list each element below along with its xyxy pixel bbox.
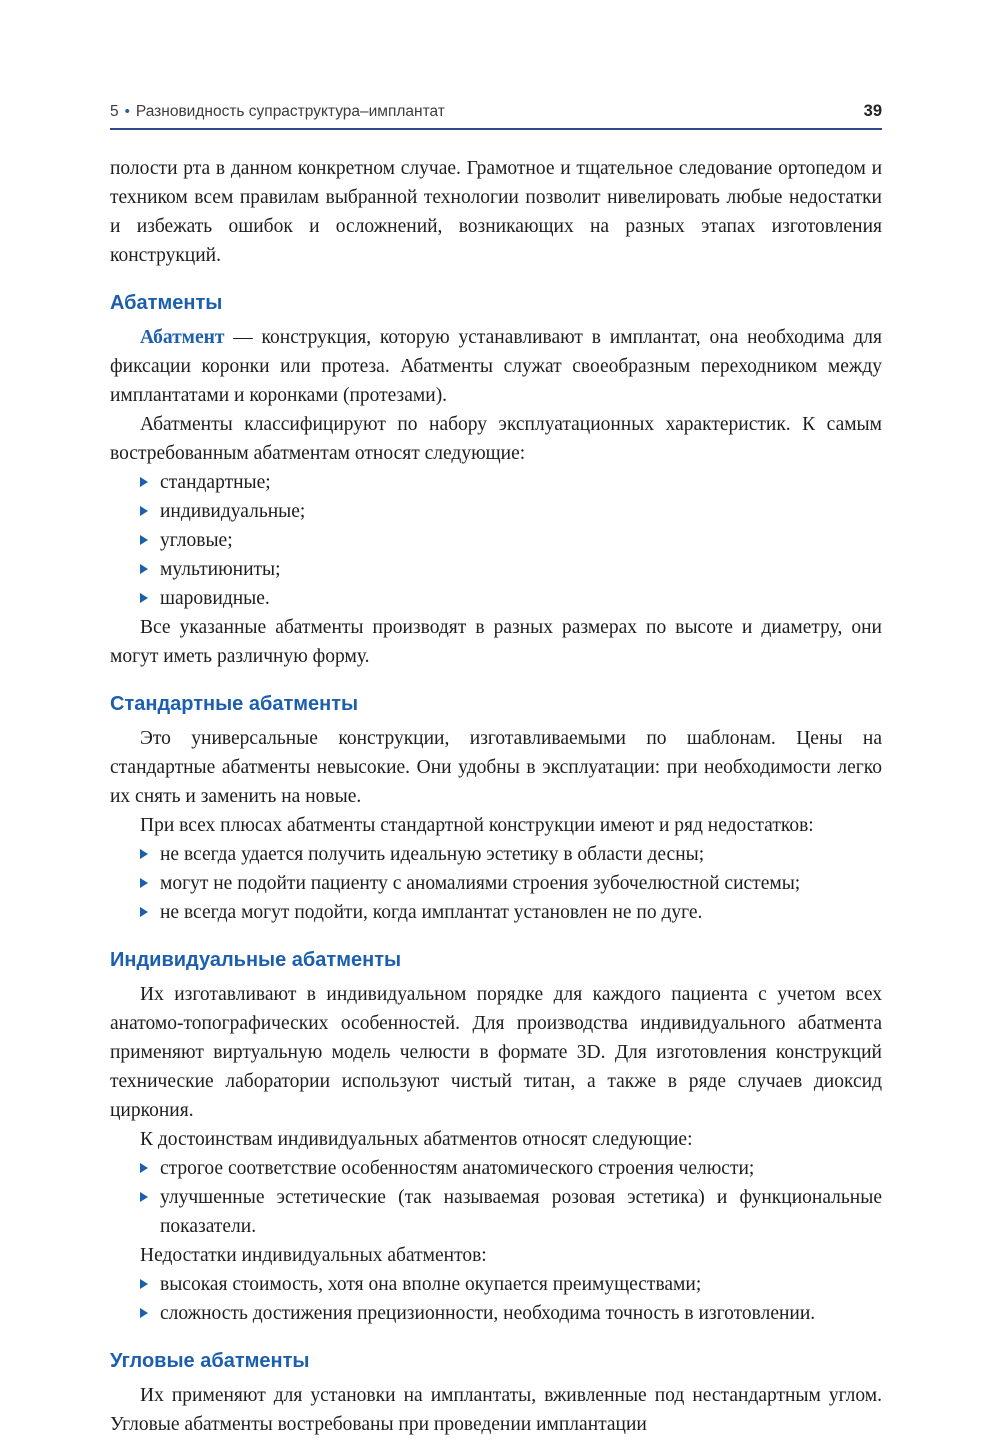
page-header — [110, 102, 882, 128]
paragraph: Их изготавливают в индивидуальном порядке для каждого пациента с учетом всех анатомо-топографических особенностей. Для производства индивидуального абатмента применяют виртуальную модель челюсти в формате 3D. Для изготовления конструкций технические лаборатории используют чистый титан, а также в ряде случаев диоксид циркония. — [110, 984, 882, 1121]
list-item — [140, 468, 882, 497]
bullet-arrow-icon — [140, 506, 148, 516]
paragraph: Абатменты классифицируют по набору эксплуатационных характеристик. К самым востребованным абатментам относят следующие: — [110, 414, 882, 464]
paragraph-intro: полости рта в данном конкретном случае. Грамотное и тщательное следование ортопедом и техником всем правилам выбранной технологии позволит нивелировать любые недостатки и избежать ошибок и осложнений, возникающих на разных этапах изготовления конструкций. — [110, 158, 882, 266]
paragraph: К достоинствам индивидуальных абатментов относят следующие: — [140, 1129, 693, 1150]
section-heading-angled-abutments: Угловые абатменты — [110, 1350, 310, 1372]
list-item — [140, 1154, 882, 1183]
list-item — [140, 584, 882, 613]
section-heading-standard-abutments: Стандартные абатменты — [110, 693, 359, 715]
bullet-arrow-icon — [140, 1192, 148, 1202]
list-item-text: стандартные; — [160, 472, 271, 493]
term-abutment: Абатмент — [140, 327, 225, 348]
list-item — [140, 555, 882, 584]
header-dot-icon: • — [124, 103, 130, 120]
bullet-arrow-icon — [140, 564, 148, 574]
list-item-text: улучшенные эстетические (так называемая розовая эстетика) и функциональные показатели. — [160, 1187, 882, 1237]
list-item-text: индивидуальные; — [160, 501, 306, 522]
list-item-text: сложность достижения прецизионности, необходима точность в изготовлении. — [160, 1303, 816, 1324]
list-item — [140, 526, 882, 555]
list-item-text: не всегда могут подойти, когда имплантат установлен не по дуге. — [160, 902, 703, 923]
bullet-arrow-icon — [140, 1308, 148, 1318]
paragraph: Все указанные абатменты производят в разных размерах по высоте и диаметру, они могут иметь различную форму. — [110, 617, 882, 667]
bullet-list-individual-pros — [140, 1154, 882, 1241]
running-title-text: Разновидность супраструктура–имплантат — [135, 103, 445, 120]
list-item — [140, 497, 882, 526]
list-item-text: высокая стоимость, хотя она вполне окупается преимуществами; — [160, 1274, 702, 1295]
list-item-text: могут не подойти пациенту с аномалиями строения зубочелюстной системы; — [160, 873, 801, 894]
list-item — [140, 1270, 882, 1299]
bullet-arrow-icon — [140, 907, 148, 917]
page-body — [110, 154, 882, 1439]
bullet-arrow-icon — [140, 849, 148, 859]
bullet-arrow-icon — [140, 477, 148, 487]
list-item — [140, 840, 882, 869]
bullet-list-individual-cons — [140, 1270, 882, 1328]
section-heading-abutments: Абатменты — [110, 292, 223, 314]
paragraph: Их применяют для установки на имплантаты, вживленные под нестандартным углом. Угловые абатменты востребованы при проведении имплантации — [110, 1385, 882, 1435]
chapter-number: 5 — [110, 103, 119, 120]
list-item-text: строгое соответствие особенностям анатомического строения челюсти; — [160, 1158, 755, 1179]
section-heading-individual-abutments: Индивидуальные абатменты — [110, 949, 402, 971]
bullet-arrow-icon — [140, 1163, 148, 1173]
list-item — [140, 898, 882, 927]
bullet-arrow-icon — [140, 535, 148, 545]
bullet-arrow-icon — [140, 1279, 148, 1289]
header-rule — [110, 128, 882, 130]
list-item — [140, 1299, 882, 1328]
list-item-text: не всегда удается получить идеальную эстетику в области десны; — [160, 844, 705, 865]
list-item — [140, 869, 882, 898]
list-item-text: шаровидные. — [160, 588, 270, 609]
bullet-list-abutment-types — [140, 468, 882, 613]
bullet-list-standard-drawbacks — [140, 840, 882, 927]
paragraph: Это универсальные конструкции, изготавливаемыми по шаблонам. Цены на стандартные абатменты невысокие. Они удобны в эксплуатации: при необходимости легко их снять и заменить на новые. — [110, 728, 882, 807]
list-item-text: мультиюниты; — [160, 559, 281, 580]
list-item — [140, 1183, 882, 1241]
bullet-arrow-icon — [140, 593, 148, 603]
paragraph — [110, 323, 882, 410]
paragraph: При всех плюсах абатменты стандартной конструкции имеют и ряд недостатков: — [140, 815, 814, 836]
paragraph-text: — конструкция, которую устанавливают в имплантат, она необходима для фиксации коронки или протеза. Абатменты служат своеобразным переходником между имплантатами и коронками (протезами). — [110, 327, 882, 406]
paragraph: Недостатки индивидуальных абатментов: — [140, 1245, 487, 1266]
running-title — [110, 103, 445, 121]
bullet-arrow-icon — [140, 878, 148, 888]
list-item-text: угловые; — [160, 530, 233, 551]
page-number: 39 — [863, 102, 882, 120]
